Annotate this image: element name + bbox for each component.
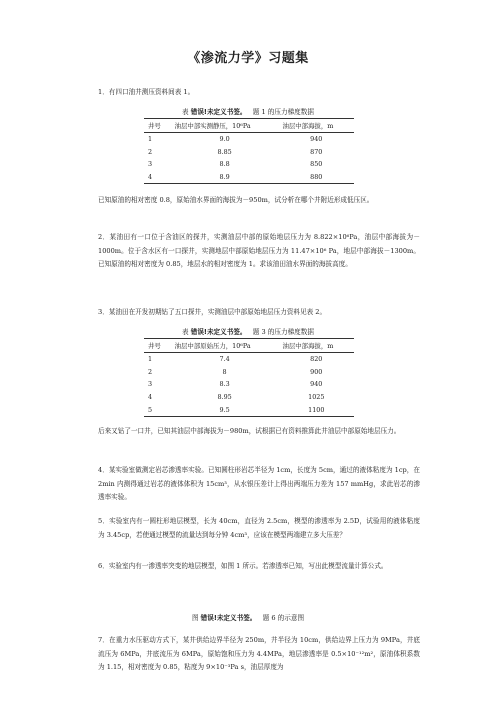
question-1-detail: 已知原油的相对密度 0.8，原始油水界面的海拔为－950m，试分析在哪个井附近形成低压区。 <box>98 196 374 204</box>
caption-error-text: 错误!未定义书签。 <box>200 614 257 622</box>
table-row <box>144 378 354 391</box>
cell-pressure: 9.0 <box>219 135 230 144</box>
caption-error-text: 错误!未定义书签。 <box>190 108 247 116</box>
question-2: 2．某油田有一口位于含油区的探井，实测油层中部的原始地层压力为 8.822×10⁶Pa，油层中部海拔为－1000m。位于含水区有一口探井，实测地层中部原始地层压力为 11.47×10⁶ Pa，地层中部海拔－1300m。已知原油的相对密度为 0.85，地层水的相对密度为 1。求该油田油水界面的海拔高度。 <box>98 233 420 269</box>
cell-elevation: 1025 <box>308 393 325 402</box>
cell-pressure: 8.3 <box>219 380 230 389</box>
table-1-caption <box>0 106 496 116</box>
cell-well: 5 <box>144 403 171 416</box>
cell-well: 4 <box>148 393 153 402</box>
question-7: 7．在重力水压驱动方式下，某井供给边界半径为 250m，井半径为 10cm，供给边界上压力为 9MPa，井底流压为 6MPa，井底流压为 6MPa，原始饱和压力为 4.4MPa，地层渗透率是 0.5×10⁻¹²m²，原油体积系数为 1.15，相对密度为 0.85，粘度为 9×10⁻³Pa s，油层厚度为 <box>98 636 420 672</box>
cell-well: 4 <box>144 171 171 184</box>
cell-well: 1 <box>148 135 153 144</box>
caption-prefix: 表 <box>182 108 189 116</box>
question-4: 4．某实验室做测定岩芯渗透率实验。已知圆柱形岩芯半径为 1cm，长度为 5cm，通过的液体粘度为 1cp，在 2min 内测得通过岩芯的液体体积为 15cm³，从水银压差计上得出两端压力差为 157 mmHg，求此岩芯的渗透率实验。 <box>98 466 420 502</box>
cell-elevation: 900 <box>310 367 323 376</box>
cell-elevation: 850 <box>310 160 323 169</box>
cell-elevation: 940 <box>310 135 323 144</box>
header-pressure: 油层中部原始压力，10⁶Pa <box>171 339 279 353</box>
cell-pressure: 9.5 <box>171 403 279 416</box>
table-row <box>144 403 354 416</box>
table-row <box>144 158 354 171</box>
cell-pressure: 8.95 <box>217 393 232 402</box>
table-row <box>144 133 354 146</box>
question-6: 6．实验室内有一渗透率突变的地层模型，如图 1 所示。若渗透率已知，写出此模型流量计算公式。 <box>98 562 388 570</box>
page-title: 《渗流力学》习题集 <box>187 51 309 66</box>
cell-well: 3 <box>148 380 153 389</box>
cell-pressure: 8.9 <box>171 171 279 184</box>
caption-suffix: 题 1 的压力梯度数据 <box>252 108 314 116</box>
cell-well: 2 <box>148 367 153 376</box>
header-well: 井号 <box>144 119 171 133</box>
caption-suffix: 题 6 的示意图 <box>262 614 305 622</box>
table-row <box>144 353 354 366</box>
cell-elevation: 820 <box>310 355 323 364</box>
caption-prefix: 图 <box>191 614 199 622</box>
table-row <box>144 366 354 379</box>
table-header-row <box>144 339 354 353</box>
pressure-table-1 <box>144 118 354 184</box>
cell-elevation: 880 <box>279 171 354 184</box>
cell-pressure: 8.8 <box>219 160 230 169</box>
table-row <box>144 146 354 159</box>
question-3: 3．某油田在开发初期钻了五口探井，实测油层中部原始地层压力资料见表 2。 <box>98 308 327 316</box>
question-1: 1．有四口油井测压资料间表 1。 <box>98 88 195 96</box>
table-2-caption <box>0 326 496 336</box>
cell-well: 2 <box>148 147 153 156</box>
cell-well: 1 <box>148 355 153 364</box>
caption-prefix: 表 <box>182 328 189 336</box>
cell-pressure: 8 <box>222 367 227 376</box>
header-elevation: 油层中部海拔，m <box>279 339 354 353</box>
cell-well: 3 <box>148 160 153 169</box>
table-row <box>144 171 354 184</box>
cell-pressure: 7.4 <box>219 355 230 364</box>
header-elevation: 油层中部海拔，m <box>279 119 354 133</box>
table-row <box>144 391 354 404</box>
cell-elevation: 1100 <box>279 403 354 416</box>
cell-elevation: 870 <box>310 147 323 156</box>
pressure-table-2 <box>144 338 354 417</box>
caption-suffix: 题 3 的压力梯度数据 <box>252 328 314 336</box>
table-header-row <box>144 119 354 133</box>
caption-error-text: 错误!未定义书签。 <box>190 328 247 336</box>
figure-caption <box>0 612 496 622</box>
question-3-detail: 后来又钻了一口井，已知其油层中部海拔为－980m，试根据已有资料推算此井油层中部原始地层压力。 <box>98 427 401 435</box>
cell-elevation: 940 <box>310 380 323 389</box>
cell-pressure: 8.85 <box>217 147 232 156</box>
header-well: 井号 <box>144 339 171 353</box>
header-pressure: 油层中部实测静压，10⁶Pa <box>171 119 279 133</box>
question-5: 5．实验室内有一圆柱形地层模型，长为 40cm，直径为 2.5cm，模型的渗透率为 2.5D，试验用的液体粘度为 3.45cp，若使通过模型的流量达到每分钟 4cm³，应该在模型两端建立多大压差？ <box>98 517 420 539</box>
